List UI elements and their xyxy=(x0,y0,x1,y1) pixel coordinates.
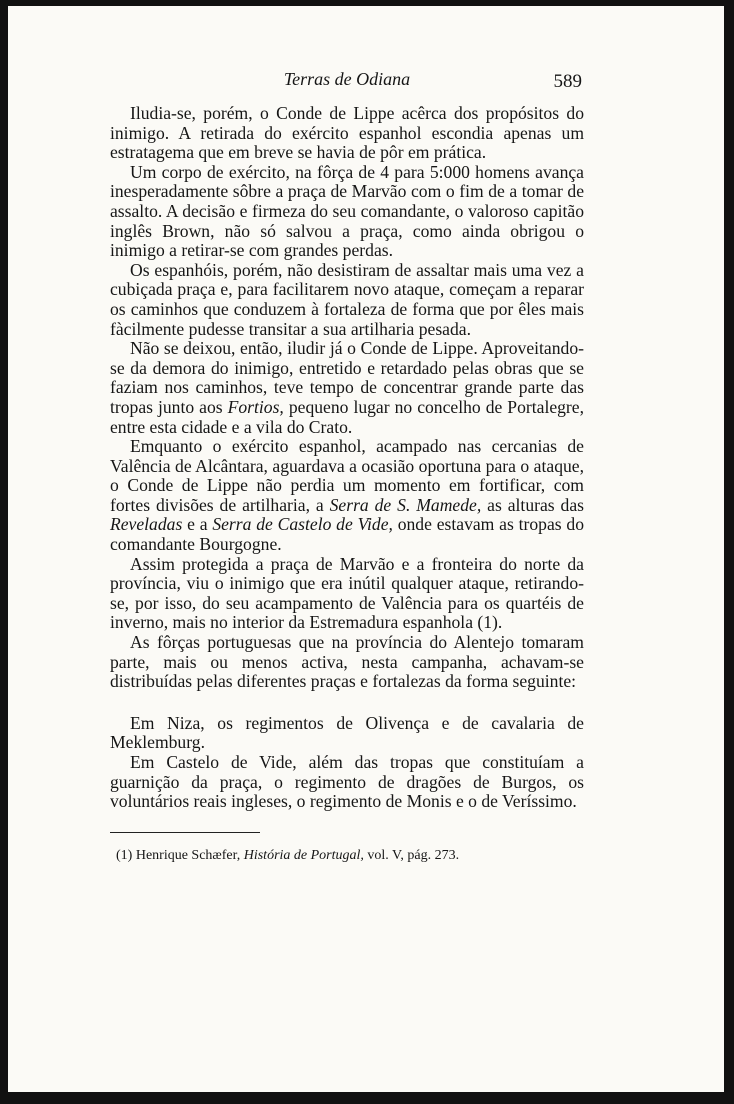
page-number: 589 xyxy=(553,71,582,92)
paragraph-2: Um corpo de exército, na fôrça de 4 para 5:000 homens avança inesperadamente sôbre a praça de Marvão com o fim de a tomar de assalto. A decisão e firmeza do seu comandante, o valoroso capitão inglês Brown, não só salvou a praça, como ainda obrigou o inimigo a retirar-se com grandes perdas. xyxy=(110,161,584,261)
paragraph-6: Assim protegida a praça de Marvão e a fronteira do norte da província, viu o inimigo que era inútil qualquer ataque, retirando-se, por isso, do seu acampamento de Valência para os quartéis de inverno, mais no interior da Estremadura espanhola (1). xyxy=(110,553,584,633)
paragraph-5-text-b: as alturas das xyxy=(481,494,585,515)
footnote-marker: (1) xyxy=(116,847,133,863)
place-fortios: Fortios, xyxy=(227,396,284,417)
paragraph-3: Os espanhóis, porém, não desistiram de assaltar mais uma vez a cubiçada praça e, para facilitarem novo ataque, começam a reparar os caminhos que conduzem à fortaleza de forma que por êles mais fàcilmente pudesse transitar a sua artilharia pesada. xyxy=(110,259,584,339)
paragraph-5-text-a: Emquanto o exército espanhol, acampado nas cercanias de Valência de Alcântara, aguardava a ocasião oportuna para o ataque, o Conde de Lippe não perdia um momento em fortificar, com fortes divisões de artilharia, a xyxy=(110,436,584,515)
section-gap xyxy=(110,692,584,714)
paragraph-5-text-c: e a xyxy=(182,514,213,535)
running-title: Terras de Odiana xyxy=(283,69,411,89)
paragraph-8: Em Niza, os regimentos de Olivença e de cavalaria de Meklemburg. xyxy=(110,712,584,753)
paragraph-1: Iludia-se, porém, o Conde de Lippe acêrca dos propósitos do inimigo. A retirada do exército espanhol escondia apenas um estratagema que em breve se havia de pôr em prática. xyxy=(110,103,584,163)
place-reveladas: Reveladas xyxy=(110,514,183,535)
paragraph-9: Em Castelo de Vide, além das tropas que constituíam a guarnição da praça, o regimento de dragões de Burgos, os voluntários reais ingleses, o regimento de Monis e o de Veríssimo. xyxy=(110,752,584,812)
paragraph-4-text-b: pequeno lugar no concelho de Portalegre, entre esta cidade e a vila do Crato. xyxy=(110,396,585,437)
paragraph-5-text-d: onde estavam as tropas do comandante Bourgogne. xyxy=(110,514,584,555)
footnote-author: Henrique Schæfer, xyxy=(135,847,241,863)
footnote-rule xyxy=(110,832,260,833)
footnote xyxy=(110,847,584,864)
paragraph-4-text-a: Não se deixou, então, iludir já o Conde de Lippe. Aproveitando-se da demora do inimigo, entretido e retardado pelas obras que se faziam nos caminhos, teve tempo de concentrar grande parte das tropas junto aos xyxy=(110,338,584,417)
footnote-ref: vol. V, pág. 273. xyxy=(367,847,460,863)
footnote-work: História de Portugal, xyxy=(243,847,364,863)
paragraph-7: As fôrças portuguesas que na província do Alentejo tomaram parte, mais ou menos activa, nesta campanha, achavam-se distribuídas pelas diferentes praças e fortalezas da forma seguinte: xyxy=(110,632,584,692)
paragraph-4 xyxy=(110,339,584,437)
place-serra-castelo-vide: Serra de Castelo de Vide, xyxy=(212,514,393,535)
book-page xyxy=(110,64,584,864)
paragraph-5 xyxy=(110,437,584,555)
running-header xyxy=(110,64,584,104)
place-serra-s-mamede: Serra de S. Mamede, xyxy=(329,494,482,515)
